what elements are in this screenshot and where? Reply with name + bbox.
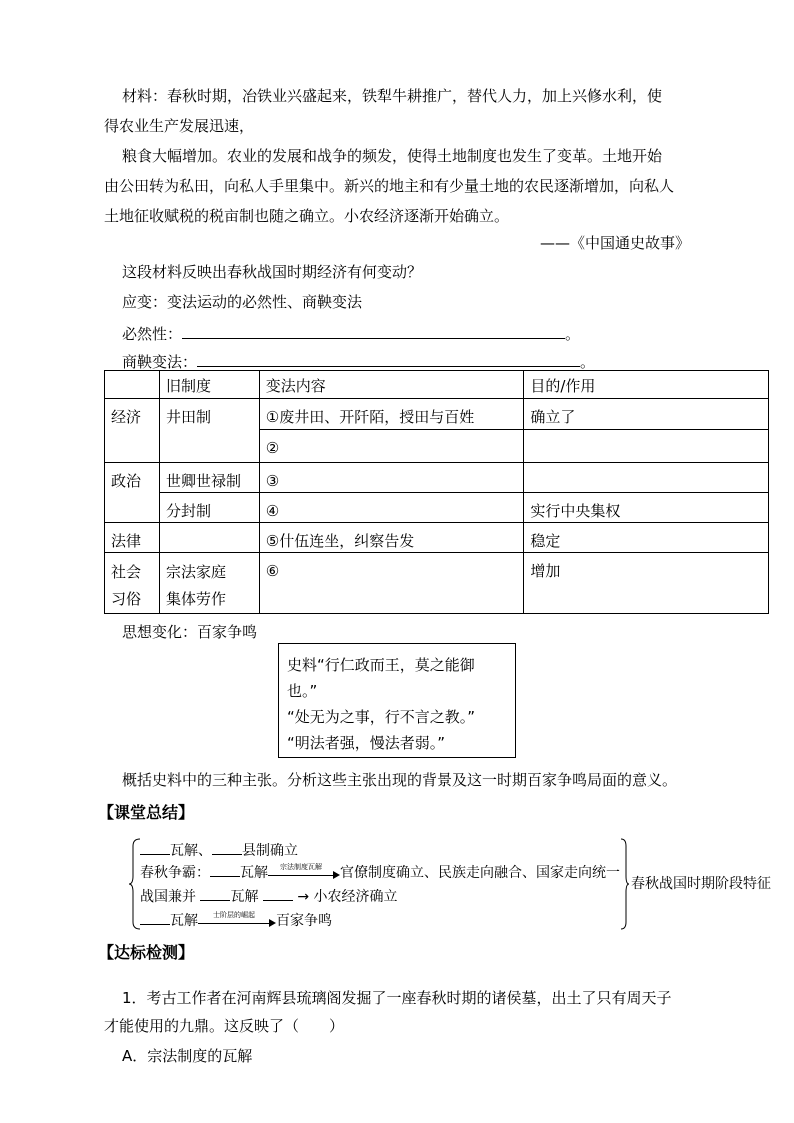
old-economy: 井田制 xyxy=(159,399,259,463)
arrow-label: 士阶层的崛起 xyxy=(213,911,255,919)
purpose-6: 增加 xyxy=(524,553,769,614)
content-1: ①废井田、开阡陌，授田与百姓 xyxy=(259,399,524,430)
cat-economy: 经济 xyxy=(105,399,160,463)
necessity-label: 必然性： xyxy=(122,325,183,343)
summary-blank-6[interactable] xyxy=(140,908,170,925)
shang-label: 商鞅变法： xyxy=(122,353,198,371)
cat-law: 法律 xyxy=(105,523,160,553)
necessity-blank[interactable] xyxy=(182,322,565,339)
necessity-line xyxy=(122,322,580,344)
summary-r2-label: 春秋争霸： xyxy=(140,865,210,881)
old-custom-1: 宗法家庭 xyxy=(165,563,226,581)
table-row xyxy=(105,523,769,553)
summary-r3-label: 战国兼并 xyxy=(140,889,196,905)
cat-politics: 政治 xyxy=(105,463,160,523)
quote-box xyxy=(278,643,516,758)
cat-custom-2: 习俗 xyxy=(111,590,142,608)
material-source: ——《中国通史故事》 xyxy=(540,234,691,252)
question-economy-change: 这段材料反映出春秋战国时期经济有何变动？ xyxy=(122,263,423,281)
summary-r3-result: → 小农经济确立 xyxy=(297,889,398,905)
material-line-2: 得农业生产发展迅速， xyxy=(104,117,255,135)
section-summary-title: 【课堂总结】 xyxy=(98,803,195,822)
purpose-4: 实行中央集权 xyxy=(524,493,769,523)
shang-blank[interactable] xyxy=(197,350,580,367)
summary-conclusion: 春秋战国时期阶段特征 xyxy=(631,876,771,892)
summary-r1-text-b: 县制确立 xyxy=(242,843,298,859)
purpose-2 xyxy=(524,430,769,463)
summary-r4-result: 百家争鸣 xyxy=(276,913,332,929)
header-purpose: 目的/作用 xyxy=(524,371,769,399)
shang-period: 。 xyxy=(580,353,596,371)
summary-r3-text: 瓦解 xyxy=(230,889,259,905)
summary-r2-text: 瓦解 xyxy=(240,865,268,881)
old-politics-2: 分封制 xyxy=(159,493,259,523)
table-row xyxy=(105,463,769,493)
content-3: ③ xyxy=(259,463,524,493)
cat-custom-1: 社会 xyxy=(111,563,142,581)
summary-r1-text-a: 瓦解、 xyxy=(170,843,212,859)
summary-r2-result: 官僚制度确立、民族走向融合、国家走向统一 xyxy=(340,865,620,881)
summary-blank-5[interactable] xyxy=(263,884,293,901)
content-5: ⑤什伍连坐，纠察告发 xyxy=(259,523,524,553)
reform-table xyxy=(104,370,769,614)
summary-blank-4[interactable] xyxy=(200,884,230,901)
material-line-1: 材料：春秋时期，冶铁业兴盛起来，铁犁牛耕推广，替代人力，加上兴修水利，使 xyxy=(122,87,663,105)
section-test-title: 【达标检测】 xyxy=(98,943,195,962)
quote-line-3: “处无为之事，行不言之教。” xyxy=(287,708,476,726)
summary-row-3 xyxy=(140,884,398,907)
purpose-5: 稳定 xyxy=(524,523,769,553)
old-law xyxy=(159,523,259,553)
purpose-1: 确立了 xyxy=(524,399,769,430)
arrow-icon xyxy=(198,913,276,929)
table-row xyxy=(105,399,769,430)
material-line-4: 由公田转为私田，向私人手里集中。新兴的地主和有少量土地的农民逐渐增加，向私人 xyxy=(104,177,675,195)
summary-r4-text: 瓦解 xyxy=(170,913,198,929)
question-1-line-1: 1．考古工作者在河南辉县琉璃阁发掘了一座春秋时期的诸侯墓，出土了只有周天子 xyxy=(122,989,672,1007)
header-empty xyxy=(105,371,160,399)
summary-blank-2[interactable] xyxy=(212,838,242,855)
summary-blank-3[interactable] xyxy=(210,860,240,877)
arrow-icon xyxy=(268,865,340,881)
response-line: 应变：变法运动的必然性、商鞅变法 xyxy=(122,293,363,311)
right-brace-icon xyxy=(620,838,630,930)
content-6: ⑥ xyxy=(259,553,524,614)
question-1-option-a[interactable]: A．宗法制度的瓦解 xyxy=(122,1047,253,1065)
purpose-3 xyxy=(524,463,769,493)
question-1-line-2: 才能使用的九鼎。这反映了（ ） xyxy=(104,1017,345,1035)
table-header-row xyxy=(105,371,769,399)
content-2: ② xyxy=(259,430,524,463)
arrow-label: 宗法制度瓦解 xyxy=(280,863,322,871)
question-hundred-schools: 概括史料中的三种主张。分析这些主张出现的背景及这一时期百家争鸣局面的意义。 xyxy=(122,771,678,789)
content-4: ④ xyxy=(259,493,524,523)
old-politics-1: 世卿世禄制 xyxy=(159,463,259,493)
header-reform-content: 变法内容 xyxy=(259,371,524,399)
summary-row-4 xyxy=(140,908,332,931)
table-row xyxy=(105,493,769,523)
summary-diagram xyxy=(128,838,788,930)
material-line-5: 土地征收赋税的税亩制也随之确立。小农经济逐渐开始确立。 xyxy=(104,207,510,225)
table-row xyxy=(105,553,769,614)
summary-blank-1[interactable] xyxy=(140,838,170,855)
summary-row-2 xyxy=(140,860,620,883)
material-line-3: 粮食大幅增加。农业的发展和战争的频发，使得土地制度也发生了变革。土地开始 xyxy=(122,147,663,165)
summary-row-1 xyxy=(140,838,298,861)
quote-line-2: 也。” xyxy=(287,682,318,700)
shang-line xyxy=(122,350,595,372)
quote-line-4: “明法者强，慢法者弱。” xyxy=(287,734,446,752)
old-custom xyxy=(159,553,259,614)
quote-line-1: 史料“行仁政而王，莫之能御 xyxy=(287,656,475,674)
old-custom-2: 集体劳作 xyxy=(165,590,226,608)
header-old-system: 旧制度 xyxy=(159,371,259,399)
thought-change: 思想变化：百家争鸣 xyxy=(122,623,258,641)
cat-custom xyxy=(105,553,160,614)
necessity-period: 。 xyxy=(565,325,581,343)
